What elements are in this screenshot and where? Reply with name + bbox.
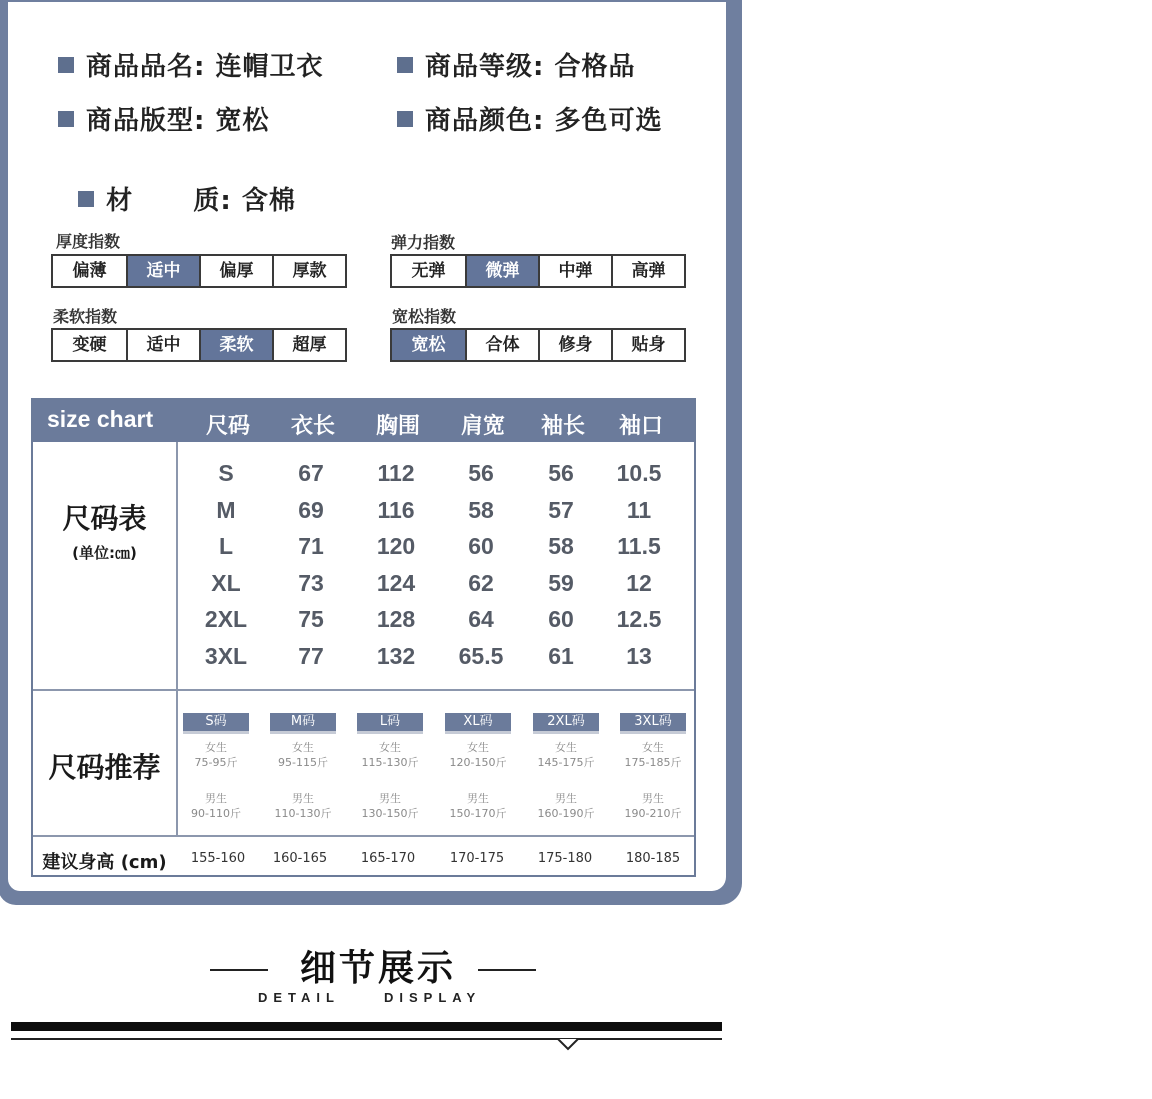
size-value: 60 xyxy=(468,533,494,560)
col-header: 胸围 xyxy=(375,414,420,439)
male-label: 男生 xyxy=(642,792,664,805)
detail-sub-right: DISPLAY xyxy=(384,990,482,1005)
index-elasticity xyxy=(390,254,686,288)
size-badge: 2XL码 xyxy=(533,713,599,731)
index-looseness xyxy=(390,328,686,362)
size-label: M xyxy=(216,496,236,523)
size-value: 64 xyxy=(468,606,494,633)
size-value: 120 xyxy=(376,533,416,560)
table-divider xyxy=(33,689,694,691)
col-header: 袖口 xyxy=(618,414,663,439)
index-option: 厚款 xyxy=(272,256,345,286)
size-value: 11.5 xyxy=(617,533,661,560)
divider-thin xyxy=(11,1038,722,1040)
height-value: 170-175 xyxy=(449,851,505,866)
index-option: 贴身 xyxy=(611,330,684,360)
size-value: 12.5 xyxy=(616,606,662,633)
height-label: 建议身高 (cm) xyxy=(42,852,167,873)
index-option-selected: 宽松 xyxy=(392,330,465,360)
info-grade-text: 商品等级: 合格品 xyxy=(425,52,636,82)
title-dash-right xyxy=(478,969,536,971)
size-table-title: 尺码表 xyxy=(62,502,147,535)
bullet-square-icon xyxy=(397,57,413,73)
info-fit-text: 商品版型: 宽松 xyxy=(86,106,270,136)
index-title-elasticity: 弹力指数 xyxy=(391,233,456,252)
col-header: 肩宽 xyxy=(460,414,505,439)
size-table-header xyxy=(33,400,694,442)
height-value: 175-180 xyxy=(537,851,593,866)
index-title-looseness: 宽松指数 xyxy=(392,307,457,326)
info-color-text: 商品颜色: 多色可选 xyxy=(425,106,663,136)
size-badge: S码 xyxy=(183,713,249,731)
male-weight: 160-190斤 xyxy=(537,807,595,820)
male-label: 男生 xyxy=(205,792,227,805)
size-value: 59 xyxy=(548,569,574,596)
size-value: 124 xyxy=(376,569,416,596)
male-label: 男生 xyxy=(379,792,401,805)
female-weight: 75-95斤 xyxy=(194,756,238,769)
female-label: 女生 xyxy=(379,741,401,754)
size-badge: L码 xyxy=(357,713,423,731)
female-weight: 120-150斤 xyxy=(449,756,507,769)
size-badge: M码 xyxy=(270,713,336,731)
size-value: 12 xyxy=(626,569,652,596)
index-thickness xyxy=(51,254,347,288)
size-chart-label: size chart xyxy=(47,406,154,432)
size-value: 57 xyxy=(548,496,574,523)
index-option: 修身 xyxy=(538,330,611,360)
info-fit xyxy=(58,100,269,137)
female-label: 女生 xyxy=(467,741,489,754)
female-label: 女生 xyxy=(642,741,664,754)
size-value: 69 xyxy=(298,496,324,523)
size-value: 13 xyxy=(626,643,652,669)
index-option: 适中 xyxy=(126,330,199,360)
detail-title: 细节展示 xyxy=(300,948,457,989)
table-divider xyxy=(33,835,694,837)
bullet-square-icon xyxy=(397,111,413,127)
index-option: 偏薄 xyxy=(72,261,107,281)
female-label: 女生 xyxy=(205,741,227,754)
size-badge: 3XL码 xyxy=(620,713,686,731)
index-option: 偏厚 xyxy=(199,256,272,286)
male-label: 男生 xyxy=(292,792,314,805)
size-value: 112 xyxy=(377,460,415,486)
size-table-unit: (单位:㎝) xyxy=(72,544,137,562)
size-value: 58 xyxy=(468,496,494,523)
size-label: S xyxy=(218,460,234,486)
male-weight: 150-170斤 xyxy=(449,807,507,820)
index-option: 中弹 xyxy=(538,256,611,286)
size-value: 11 xyxy=(626,496,652,523)
female-weight: 95-115斤 xyxy=(278,756,328,769)
index-softness xyxy=(51,328,347,362)
size-label: XL xyxy=(211,569,241,596)
size-value: 61 xyxy=(548,643,574,669)
index-option: 合体 xyxy=(465,330,538,360)
index-title-thickness: 厚度指数 xyxy=(56,232,121,251)
size-value: 116 xyxy=(377,496,415,523)
bullet-square-icon xyxy=(78,191,94,207)
index-option-selected: 柔软 xyxy=(199,330,272,360)
male-weight: 130-150斤 xyxy=(361,807,419,820)
index-option-selected: 微弹 xyxy=(465,256,538,286)
info-color xyxy=(397,100,662,137)
bullet-square-icon xyxy=(58,57,74,73)
col-header: 袖长 xyxy=(540,414,585,439)
female-weight: 145-175斤 xyxy=(537,756,595,769)
size-value: 73 xyxy=(298,569,324,596)
female-label: 女生 xyxy=(555,741,577,754)
male-weight: 110-130斤 xyxy=(274,807,332,820)
size-label: L xyxy=(218,533,234,560)
col-header: 尺码 xyxy=(205,414,250,439)
size-badge: XL码 xyxy=(445,713,511,731)
size-value: 77 xyxy=(298,643,324,669)
index-option-selected: 适中 xyxy=(126,256,199,286)
size-label: 2XL xyxy=(204,606,248,633)
male-weight: 90-110斤 xyxy=(191,807,241,820)
size-value: 56 xyxy=(548,460,574,486)
title-dash-left xyxy=(210,969,268,971)
index-option: 变硬 xyxy=(72,335,107,355)
bullet-square-icon xyxy=(58,111,74,127)
divider-thick xyxy=(11,1022,722,1031)
size-table xyxy=(31,398,696,877)
female-weight: 115-130斤 xyxy=(361,756,419,769)
index-option: 高弹 xyxy=(611,256,684,286)
chevron-down-icon xyxy=(557,1037,579,1051)
col-header: 衣长 xyxy=(290,414,335,439)
size-value: 56 xyxy=(468,460,494,486)
height-value: 180-185 xyxy=(625,851,681,866)
info-grade xyxy=(397,46,635,83)
size-value: 58 xyxy=(548,533,574,560)
male-label: 男生 xyxy=(555,792,577,805)
info-material-text: 材 质: 含棉 xyxy=(106,186,296,216)
size-value: 132 xyxy=(376,643,416,669)
male-label: 男生 xyxy=(467,792,489,805)
male-weight: 190-210斤 xyxy=(624,807,682,820)
height-value: 155-160 xyxy=(190,851,246,866)
size-value: 75 xyxy=(298,606,324,633)
info-name-text: 商品品名: 连帽卫衣 xyxy=(86,52,324,82)
size-value: 71 xyxy=(298,533,324,560)
info-material xyxy=(58,150,296,217)
index-option: 超厚 xyxy=(272,330,345,360)
size-value: 67 xyxy=(298,460,324,486)
female-weight: 175-185斤 xyxy=(624,756,682,769)
size-value: 128 xyxy=(376,606,416,633)
size-label: 3XL xyxy=(204,643,248,669)
detail-sub-left: DETAIL xyxy=(258,990,340,1005)
table-divider xyxy=(176,442,178,835)
info-name xyxy=(58,46,323,83)
size-value: 62 xyxy=(468,569,494,596)
index-title-softness: 柔软指数 xyxy=(53,307,118,326)
size-value: 65.5 xyxy=(458,643,504,669)
height-value: 160-165 xyxy=(272,851,328,866)
size-value: 10.5 xyxy=(616,460,662,486)
female-label: 女生 xyxy=(292,741,314,754)
index-option: 无弹 xyxy=(411,261,446,281)
size-value: 60 xyxy=(548,606,574,633)
height-value: 165-170 xyxy=(360,851,416,866)
recommend-title: 尺码推荐 xyxy=(48,751,161,784)
